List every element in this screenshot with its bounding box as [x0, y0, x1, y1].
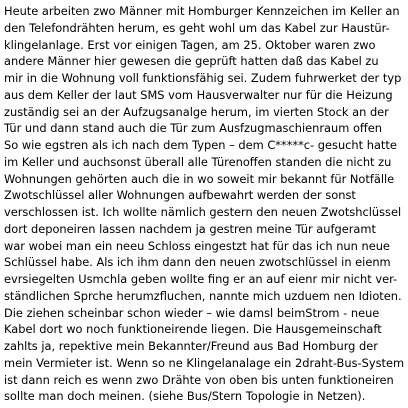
text-line: andere Männer hier gewesen die geprüft hatten daß das Kabel zu	[4, 54, 379, 69]
text-line: zuständig sei an der Aufzugsanalge herum, im vierten Stock an der	[4, 104, 389, 119]
text-line: Tür und dann stand auch die Tür zum Ausfzugmaschienraum offen	[4, 121, 382, 136]
text-line: ist dann reich es wenn zwo Drähte von oben bis unten funktioneiren	[4, 372, 394, 387]
text-line: sollte man doch meinen. (siehe Bus/Stern Topologie in Netzen).	[4, 389, 366, 404]
text-line: ständlichen Sprche herumzfluchen, nannte mich uzduem nen Idioten.	[4, 288, 402, 303]
text-line: mir in die Wohnung voll funktionsfähig sei. Zudem fuhrwerket der typ	[4, 71, 402, 85]
document-text	[4, 3, 406, 405]
text-line: zahlts ja, repektive mein Bekannter/Freund aus Bad Homburg der	[4, 339, 378, 353]
text-line: Die ziehen scheinbar schon wieder – wie damsl beimStrom - neue	[4, 305, 380, 320]
text-line: evrsiegelten Usmchla geben wollte fing er an auf eienr mir nicht ver-	[4, 272, 398, 286]
text-line: Kabel dort wo noch funktioneirende liegen. Die Hausgemeinschaft	[4, 322, 382, 337]
text-line: aus dem Keller der laut SMS vom Hausverwalter nur für die Heizung	[4, 87, 393, 102]
text-line: den Telefondrähten herum, es geht wohl um das Kabel zur Haustür-	[4, 20, 390, 35]
text-line: war wobei man ein neeu Schloss eingestzt hat für das ich nun neue	[4, 238, 390, 253]
text-line: Schlüssel habe. Als ich ihm dann den neuen zwotschlüssel in eienm	[4, 255, 391, 270]
text-line: mein Vermieter ist. Wenn so ne Klingelanalage ein 2draht-Bus-System	[4, 355, 405, 370]
text-line: im Keller und auchsonst überall alle Türenoffen standen die nicht zu	[4, 154, 392, 169]
text-line: Wohnungen gehörten auch die in wo soweit mir bekannt für Notfälle	[4, 171, 395, 186]
text-line: klingelanlage. Erst vor einigen Tagen, am 25. Oktober waren zwo	[4, 37, 376, 52]
text-line: So wie egstren als ich nach dem Typen – dem C*****c- gesucht hatte	[4, 138, 397, 152]
text-line: Zwotschlüssel aller Wohnungen aufbewahrt werden der sonst	[4, 188, 356, 203]
text-line: verschlossen ist. Ich wollte nämlich gestern den neuen Zwotshclüssel	[4, 205, 402, 219]
text-line: dort deponeiren lassen nachdem ja gestren meine Tür aufgeramt	[4, 221, 376, 236]
text-line: Heute arbeiten zwo Männer mit Homburger Kennzeichen im Keller an	[4, 4, 400, 18]
